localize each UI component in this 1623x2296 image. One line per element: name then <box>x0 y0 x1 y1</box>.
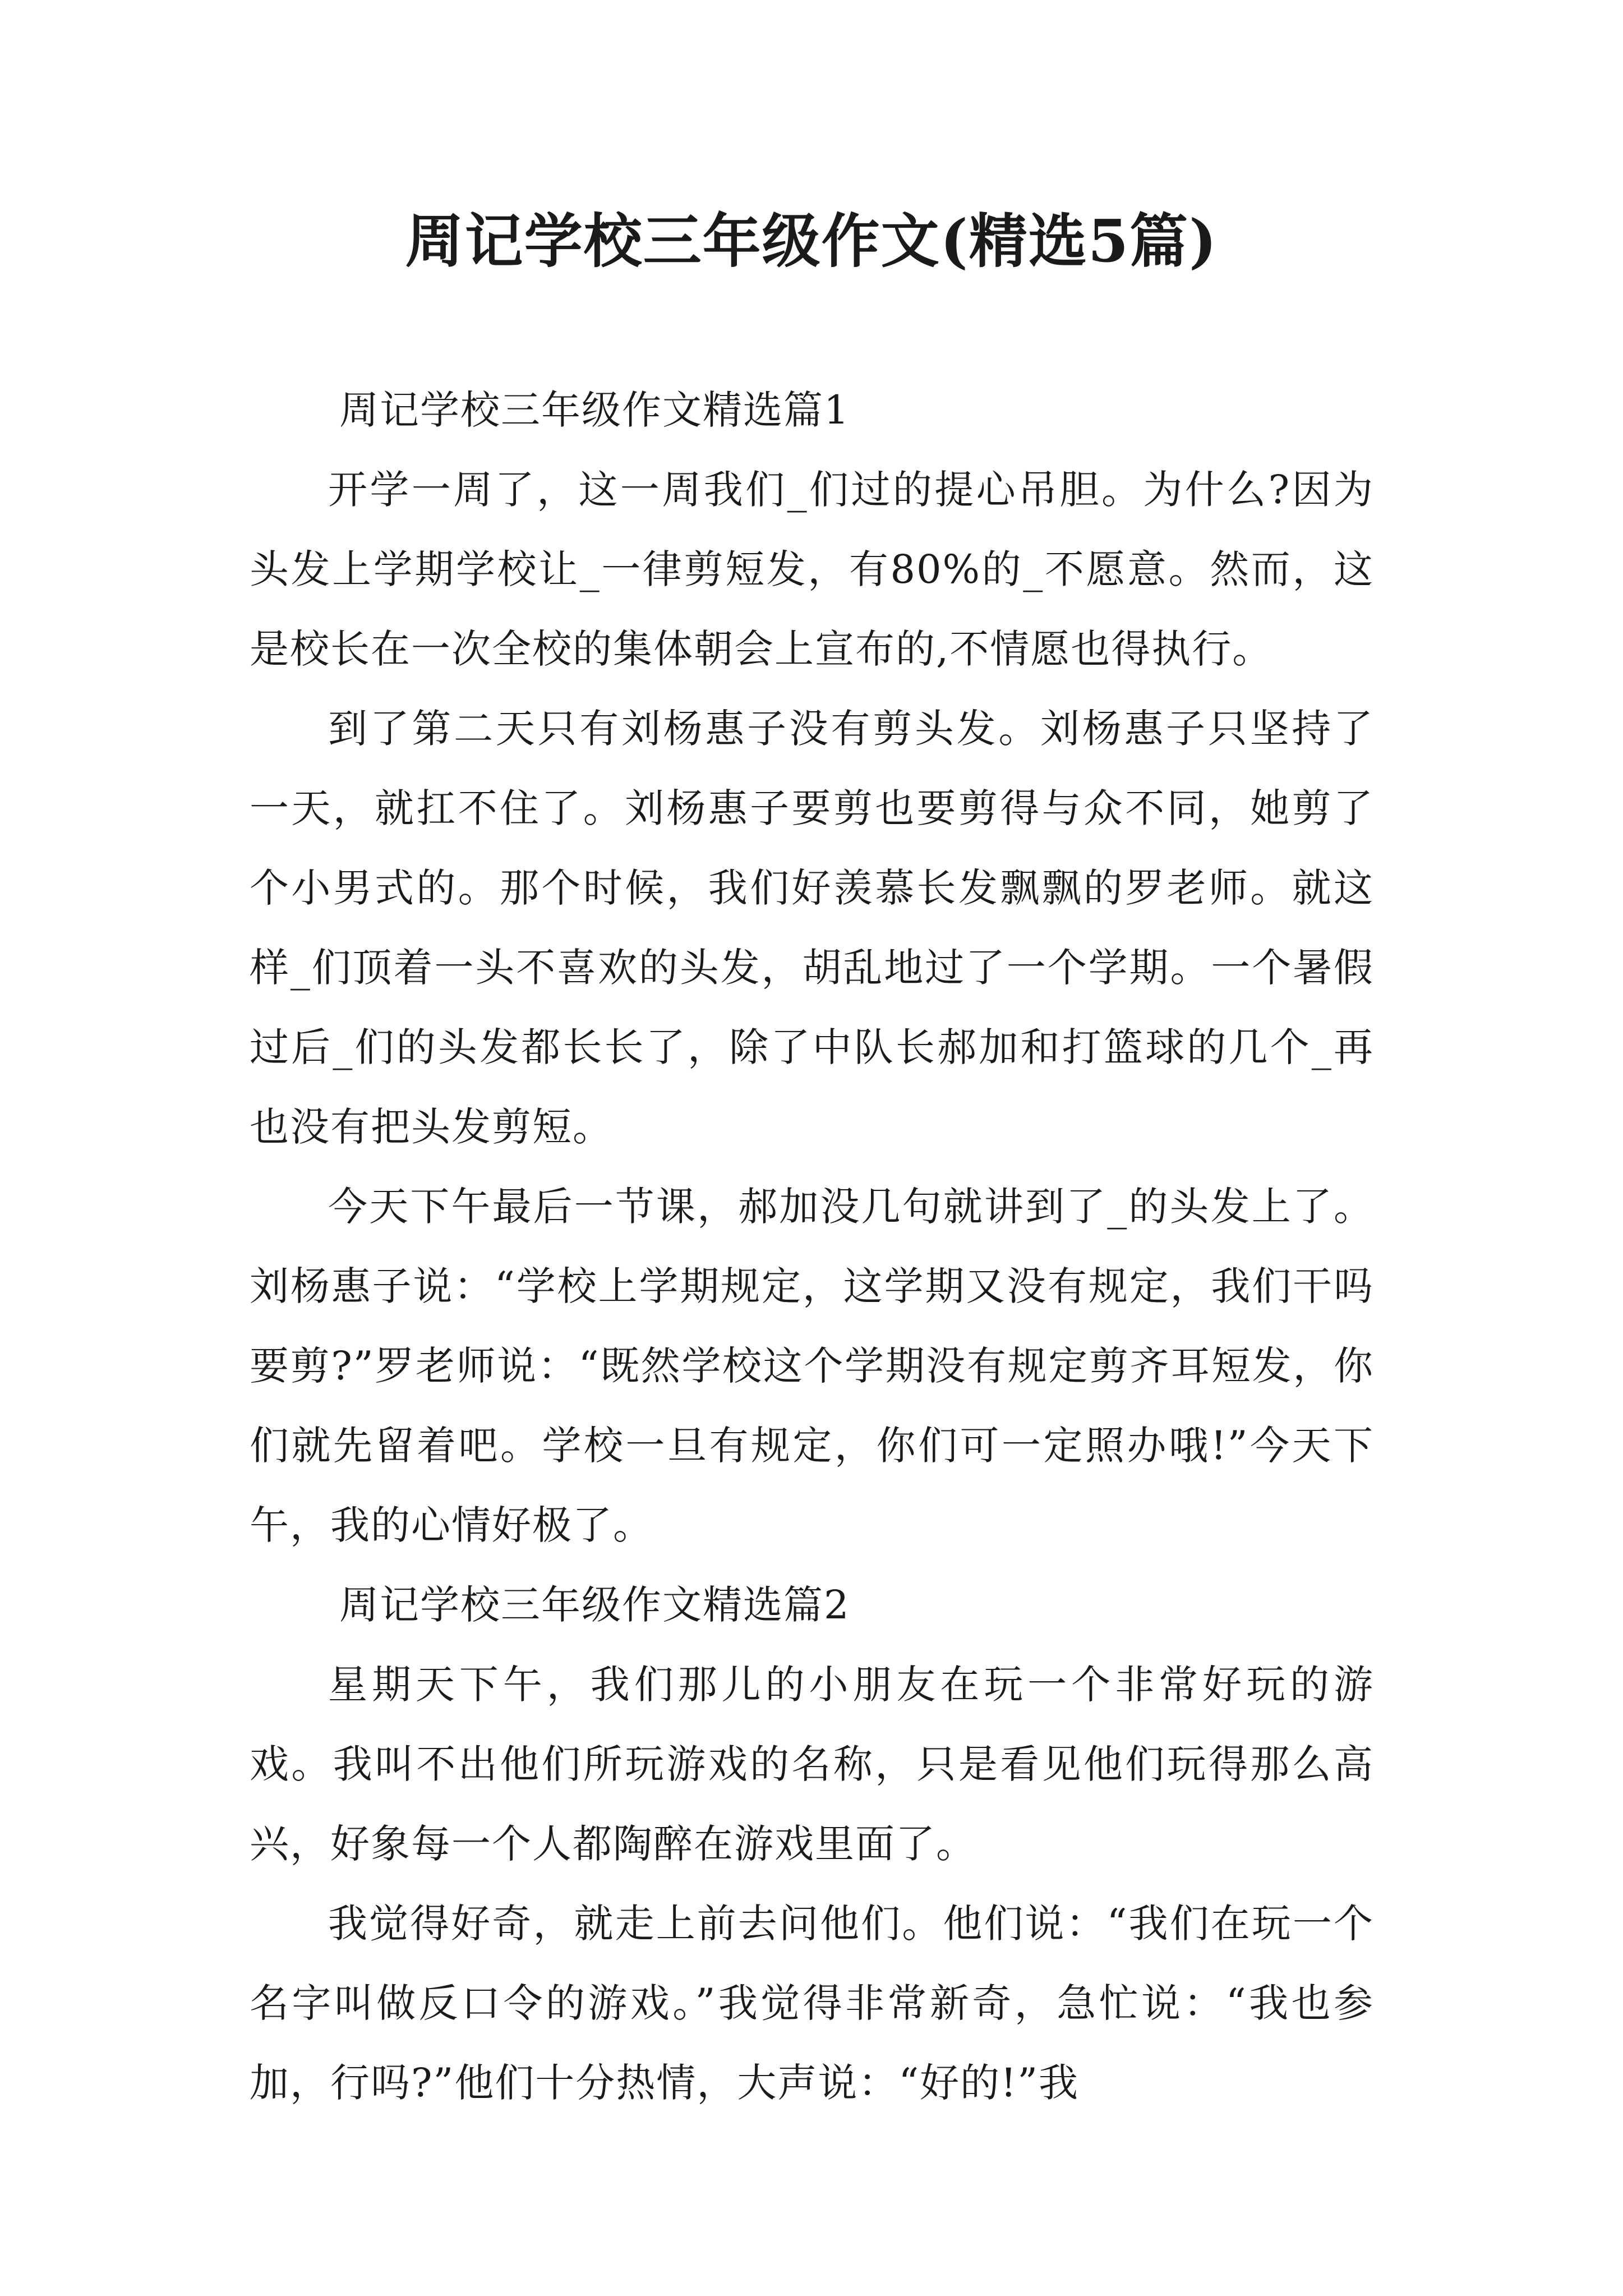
paragraph: 我觉得好奇，就走上前去问他们。他们说：“我们在玩一个名字叫做反口令的游戏。”我觉得非常新奇，急忙说：“我也参加，行吗?”他们十分热情，大声说：“好的!”我 <box>250 1901 1374 2106</box>
section-heading: 周记学校三年级作文精选篇1 <box>339 387 850 433</box>
paragraph: 开学一周了，这一周我们_们过的提心吊胆。为什么?因为头发上学期学校让_一律剪短发，有80%的_不愿意。然而，这是校长在一次全校的集体朝会上宣布的,不情愿也得执行。 <box>250 467 1374 672</box>
document-title: 周记学校三年级作文(精选5篇) <box>405 206 1218 275</box>
paragraph: 到了第二天只有刘杨惠子没有剪头发。刘杨惠子只坚持了一天，就扛不住了。刘杨惠子要剪也要剪得与众不同，她剪了个小男式的。那个时候，我们好羡慕长发飘飘的罗老师。就这样_们顶着一头不喜欢的头发，胡乱地过了一个学期。一个暑假过后_们的头发都长长了，除了中队长郝加和打篮球的几个_再也没有把头发剪短。 <box>250 706 1374 1150</box>
paragraph: 星期天下午，我们那儿的小朋友在玩一个非常好玩的游戏。我叫不出他们所玩游戏的名称，只是看见他们玩得那么高兴，好象每一个人都陶醉在游戏里面了。 <box>250 1662 1374 1867</box>
section-heading: 周记学校三年级作文精选篇2 <box>339 1582 850 1628</box>
paragraph: 今天下午最后一节课，郝加没几句就讲到了_的头发上了。刘杨惠子说：“学校上学期规定，这学期又没有规定，我们干吗要剪?”罗老师说：“既然学校这个学期没有规定剪齐耳短发，你们就先留着吧。学校一旦有规定，你们可一定照办哦!”今天下午，我的心情好极了。 <box>250 1184 1374 1548</box>
document-body <box>250 370 1374 2123</box>
